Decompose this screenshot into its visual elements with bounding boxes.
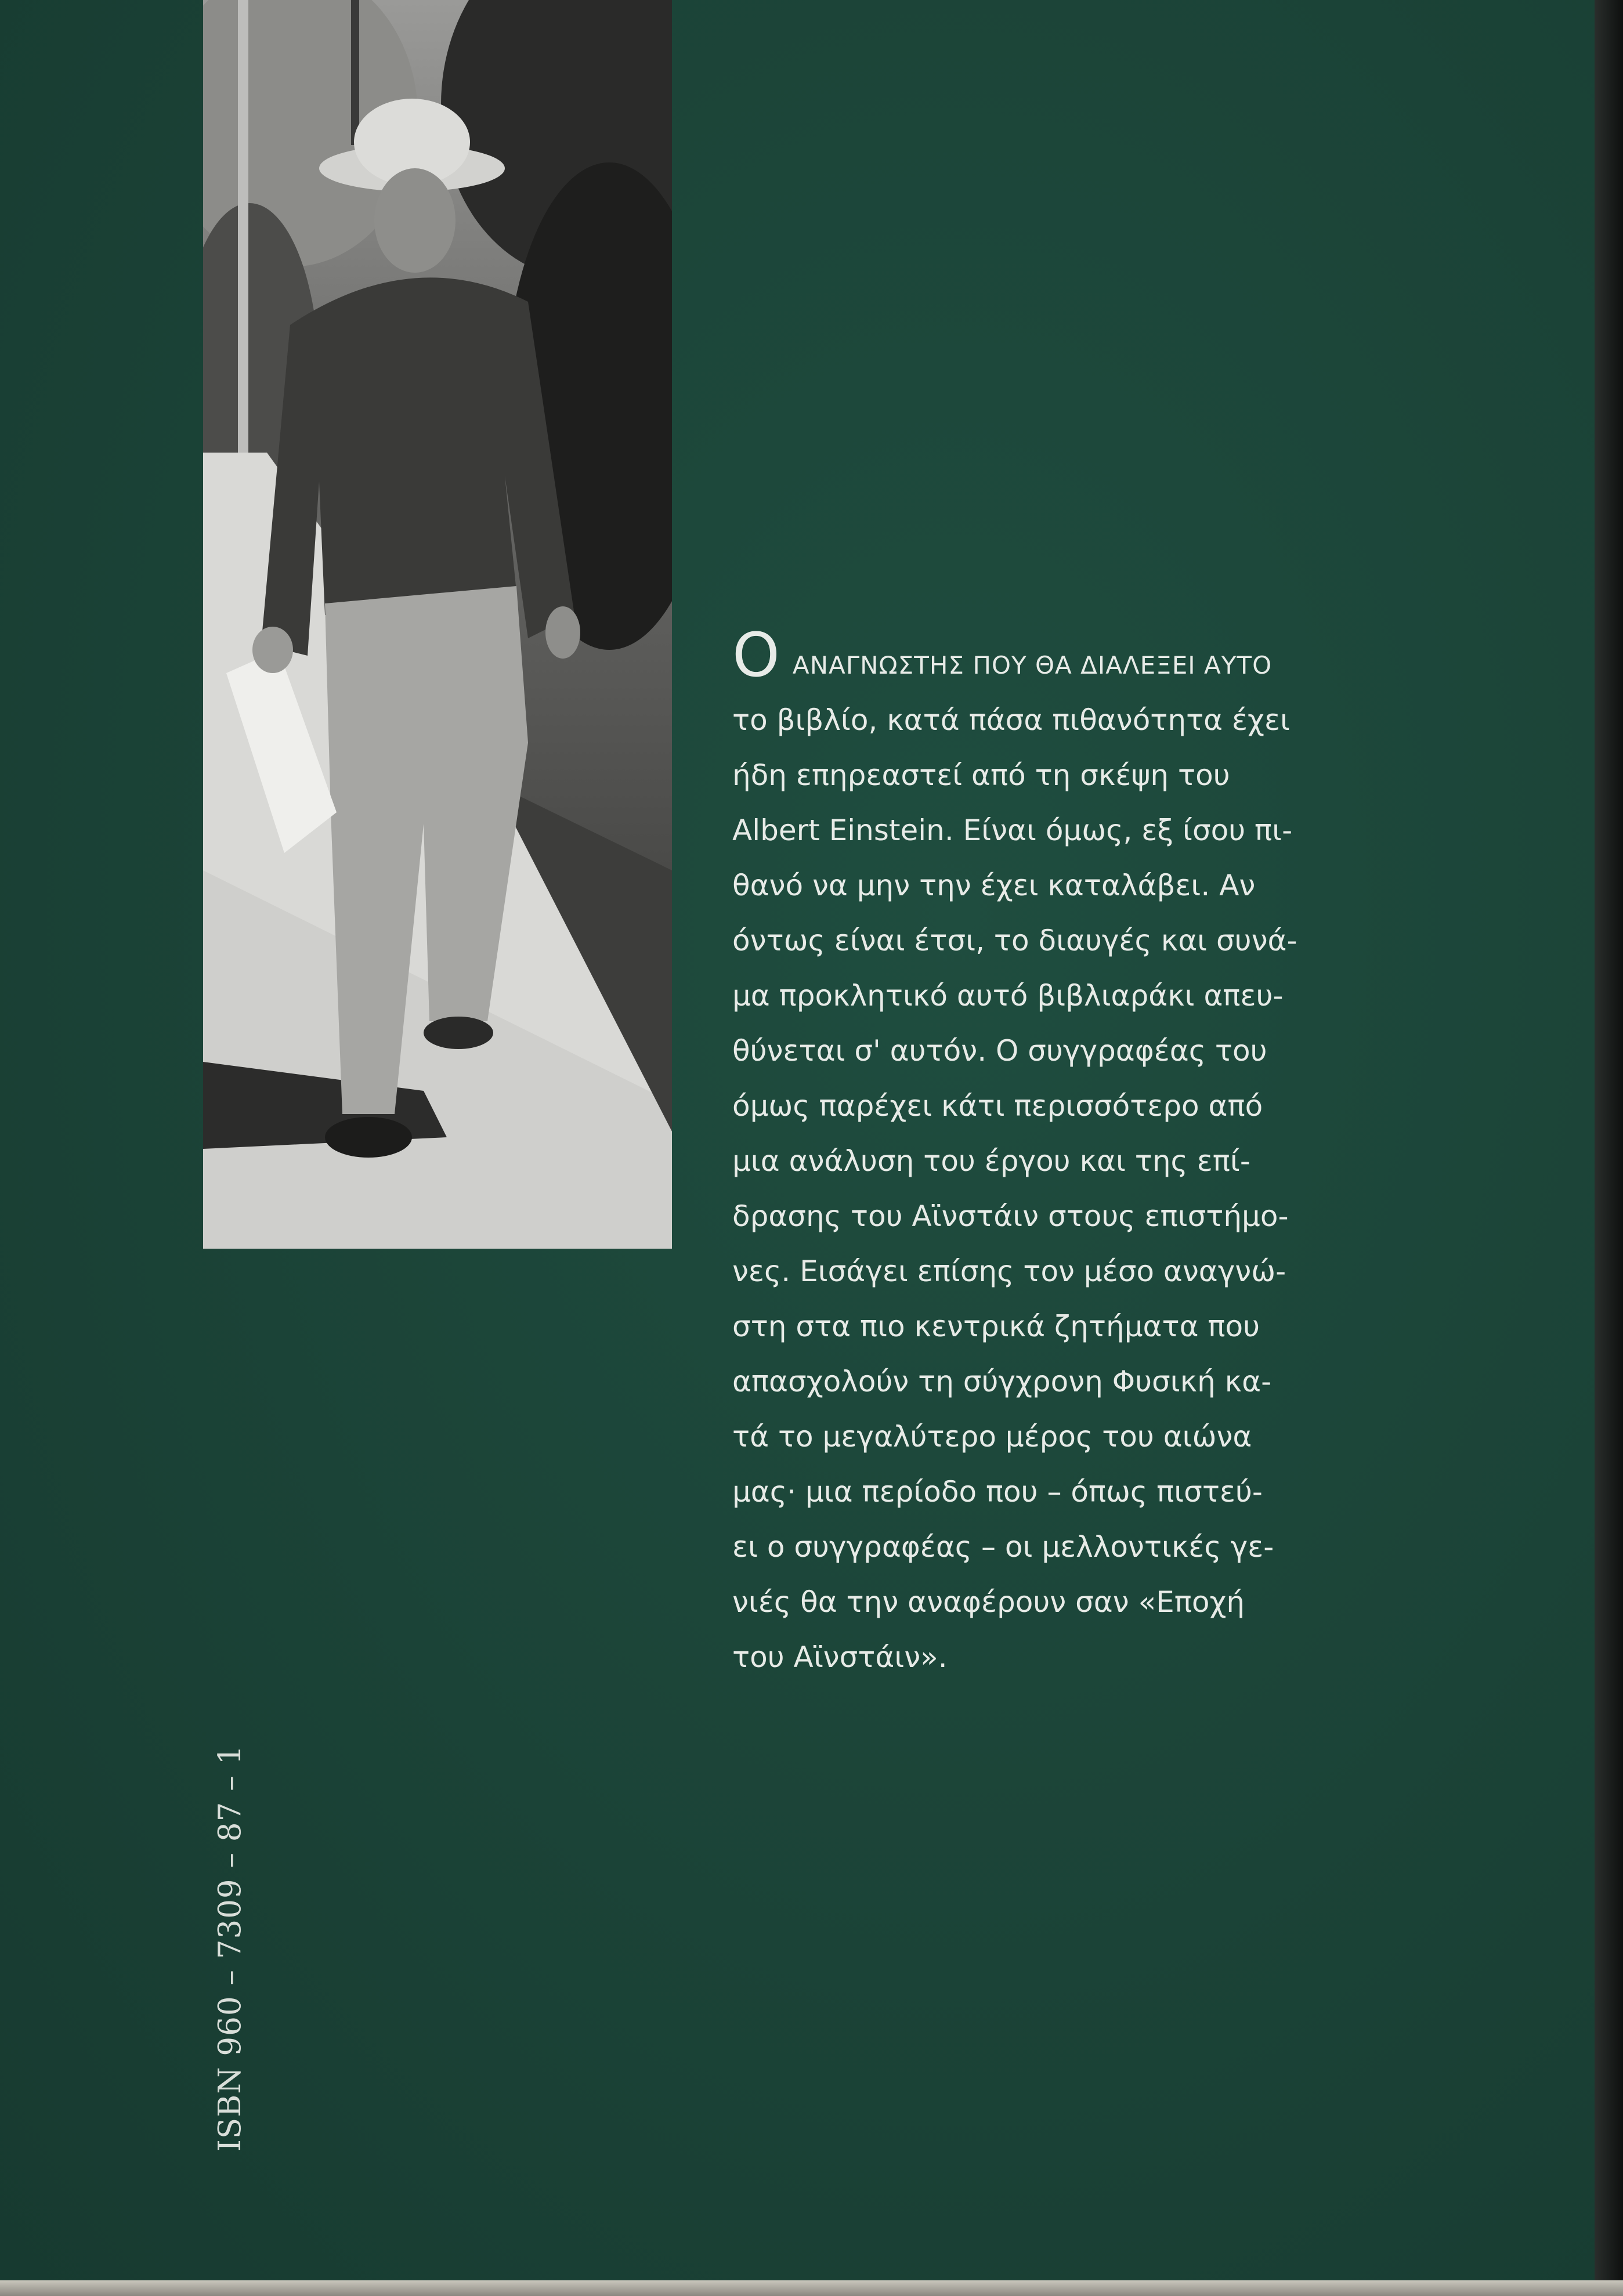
blurb-opening-caps: ΑΝΑΓΝΩΣΤΗΣ ΠΟΥ ΘΑ ΔΙΑΛΕΞΕΙ ΑΥΤΟ bbox=[792, 651, 1273, 679]
blurb-line: τά το μεγαλύτερο μέρος του αιώνα bbox=[732, 1420, 1252, 1453]
blurb-line: στη στα πιο κεντρικά ζητήματα που bbox=[732, 1310, 1260, 1343]
blurb-line: μας· μια περίοδο που – όπως πιστεύ- bbox=[732, 1475, 1263, 1509]
blurb-line: ήδη επηρεαστεί από τη σκέψη του bbox=[732, 758, 1230, 792]
blurb-line: ει ο συγγραφέας – οι μελλοντικές γε- bbox=[732, 1530, 1274, 1564]
book-right-edge bbox=[1595, 0, 1623, 2296]
drop-cap: Ο bbox=[732, 620, 780, 690]
blurb-line: θανό να μην την έχει καταλάβει. Αν bbox=[732, 869, 1256, 902]
blurb-line: θύνεται σ' αυτόν. Ο συγγραφέας του bbox=[732, 1034, 1267, 1068]
book-bottom-edge bbox=[0, 2280, 1623, 2296]
blurb-line: του Αϊνστάιν». bbox=[732, 1640, 948, 1674]
isbn-number: ISBN 960 – 7309 – 87 – 1 bbox=[212, 1744, 248, 2152]
blurb-line: απασχολούν τη σύγχρονη Φυσική κα- bbox=[732, 1365, 1272, 1398]
blurb-line: δρασης του Αϊνστάιν στους επιστήμο- bbox=[732, 1199, 1289, 1233]
blurb-first-line bbox=[732, 620, 1426, 693]
blurb-line: μια ανάλυση του έργου και της επί- bbox=[732, 1144, 1250, 1178]
blurb-line: νιές θα την αναφέρουν σαν «Εποχή bbox=[732, 1585, 1245, 1619]
blurb-line: μα προκλητικό αυτό βιβλιαράκι απευ- bbox=[732, 979, 1284, 1013]
blurb-line: όντως είναι έτσι, το διαυγές και συνά- bbox=[732, 924, 1297, 957]
back-cover-blurb bbox=[732, 620, 1426, 1685]
blurb-line: Albert Einstein. Είναι όμως, εξ ίσου πι- bbox=[732, 813, 1293, 847]
blurb-line: το βιβλίο, κατά πάσα πιθανότητα έχει bbox=[732, 703, 1290, 737]
blurb-line: όμως παρέχει κάτι περισσότερο από bbox=[732, 1089, 1263, 1123]
man-walking-photo bbox=[203, 0, 672, 1249]
blurb-line: νες. Εισάγει επίσης τον μέσο αναγνώ- bbox=[732, 1254, 1286, 1288]
